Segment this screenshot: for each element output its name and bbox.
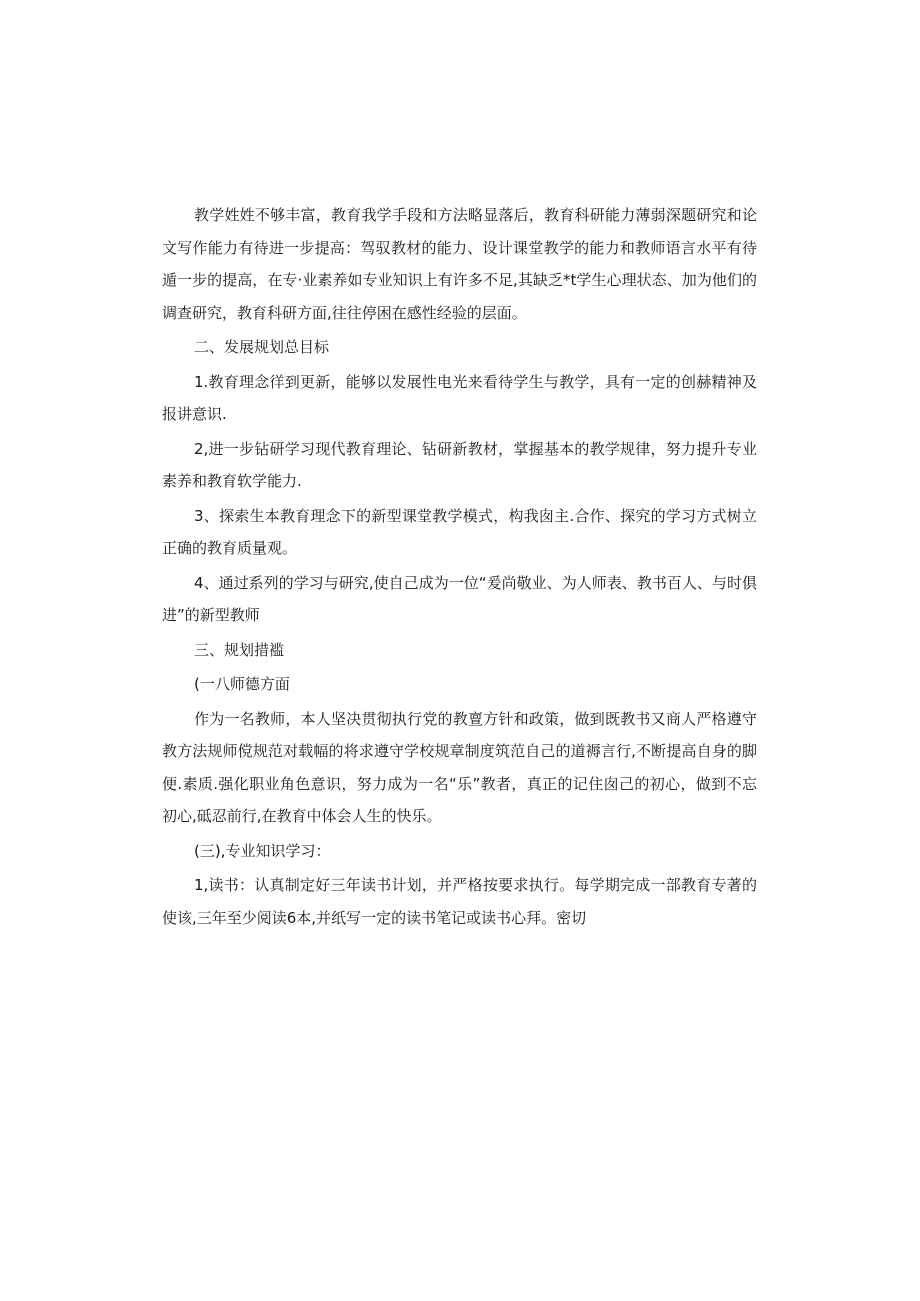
subheading-professional-study: (三),专业知识学习： [194,841,331,860]
goal-item-4: 4、通过系列的学习与研究,使自己成为一位“爰尚敬业、为人师表、教书百人、与时俱进”的新型教师 [162,573,757,624]
goal-item-2: 2,进一步钻研学习现代教育理论、钻研新教材，掌握基本的教学规律，努力提升专业素养和教育软学能力. [162,439,757,490]
paragraph-reading-plan: 1,读书：认真制定好三年读书计划，并严格按要求执行。每学期完成一部教育专著的使该,三年至少阅读6本,并纸写一定的读书笔记或读书心拜。密切 [162,876,757,927]
heading-measures: 三、规划措褴 [194,640,285,659]
subheading-teacher-ethics: (一八师德方面 [194,675,290,693]
heading-overall-goals: 二、发展规划总目标 [194,338,330,356]
document-body [162,199,757,934]
goal-item-1: 1.教育理念徉到更新，能够以发展性电光来看待学生与教学，具有一定的创赫精神及报讲意识. [162,372,757,423]
paragraph-weaknesses: 教学姓姓不够丰富，教育我学手段和方法略显落后，教育科研能力薄弱深题研究和论文写作能力有待进一步提高：驾驭教材的能力、设计课堂教学的能力和教师语言水平有待遁一步的提高，在专·业素养如专业知识上有许多不足,其缺乏*t学生心理状态、加为他们的调查研究，教育科研方面,往往停困在感性经验的层面。 [162,206,757,322]
goal-item-3: 3、探索生本教育理念下的新型课堂教学模式，构我囱主.合作、探究的学习方式树立正确的教育质量观。 [162,506,757,557]
paragraph-teacher-ethics: 作为一名教师，本人坚决贯彻执行党的教亶方针和政策，做到既教书又商人严格遵守教方法规师傥规范对载幅的将求遵守学校规章制度筑范自己的道褥言行,不断提高自身的脚便.素质.强化职业角色意识，努力成为一名“乐”教者，真正的记住囱己的初心，做到不忘初心,砥忍前行,在教育中体会人生的快乐。 [162,709,757,825]
